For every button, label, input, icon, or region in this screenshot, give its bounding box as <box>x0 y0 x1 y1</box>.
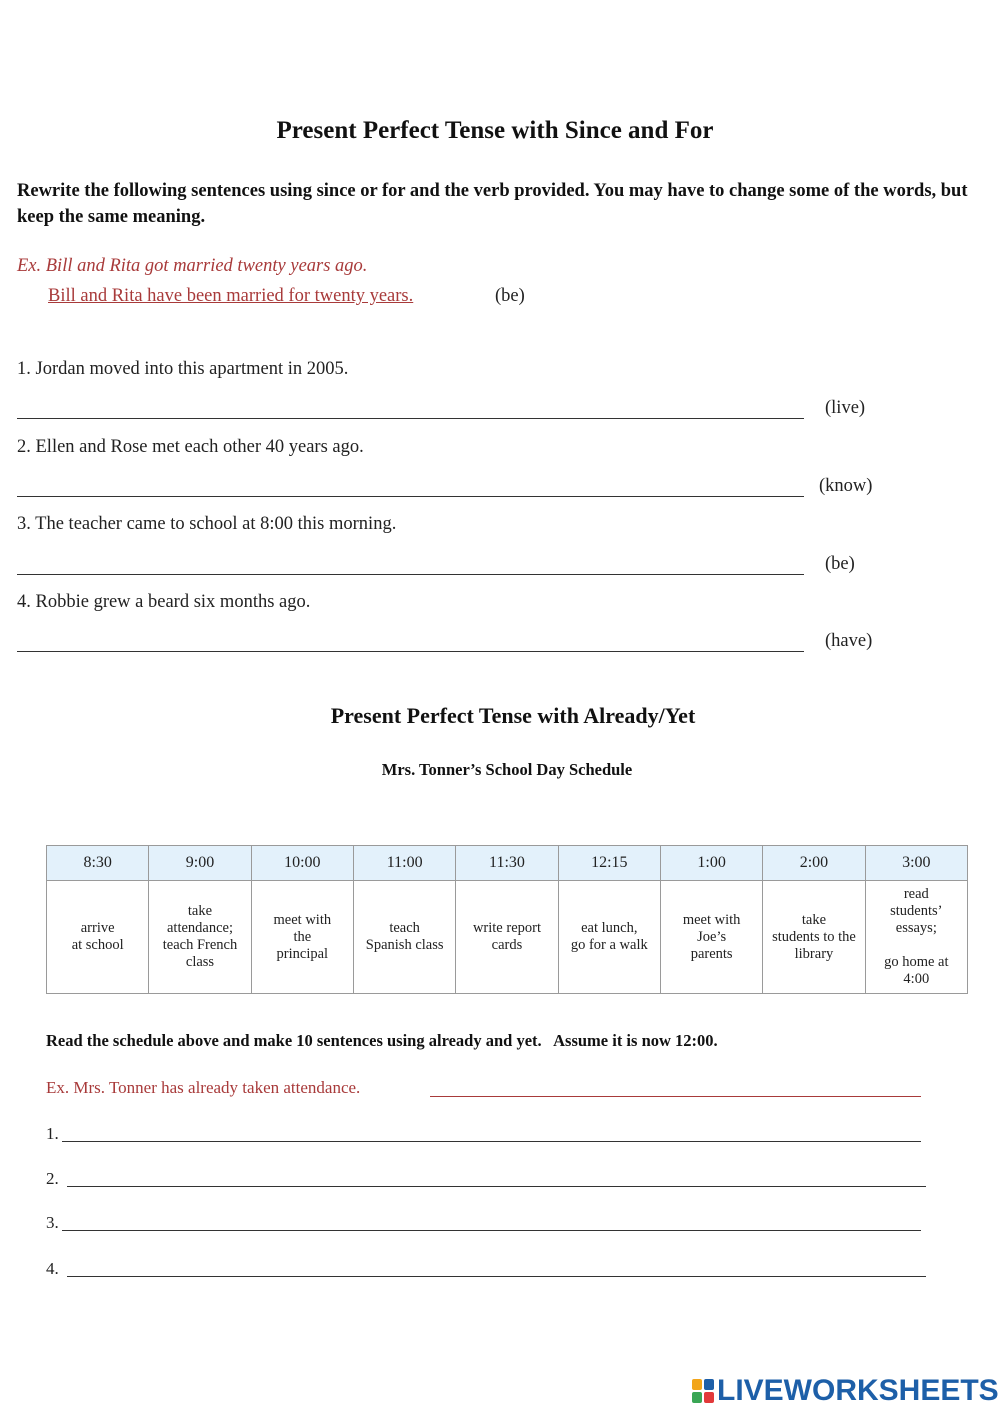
question-4-verb: (have) <box>825 631 873 651</box>
activity-cell <box>456 881 558 994</box>
section1-title: Present Perfect Tense with Since and For <box>276 117 714 144</box>
logo-text: LIVEWORKSHEETS <box>717 1374 999 1407</box>
activity-line: students to the <box>772 928 856 945</box>
activity-cell <box>865 881 967 994</box>
schedule-activities-row <box>47 881 968 994</box>
activity-cell <box>558 881 660 994</box>
activity-line: cards <box>491 937 523 953</box>
activity-line: students’ <box>890 903 943 919</box>
liveworksheets-logo <box>692 1374 999 1408</box>
time-cell: 12:15 <box>558 846 660 881</box>
activity-line: write report <box>472 920 541 936</box>
section2-example-line <box>430 1096 921 1097</box>
activity-line: read <box>903 886 929 902</box>
question-2-answer-line[interactable] <box>17 496 804 497</box>
activity-line: the <box>293 928 312 945</box>
activity-line: library <box>794 945 834 962</box>
schedule-times-row <box>47 846 968 881</box>
answer-3-number: 3. <box>46 1213 59 1232</box>
answer-1-number: 1. <box>46 1124 59 1143</box>
question-3-verb: (be) <box>825 554 855 574</box>
time-cell: 11:00 <box>353 846 455 881</box>
answer-1-line[interactable] <box>62 1141 921 1142</box>
activity-line: 4:00 <box>903 971 930 987</box>
activity-line: meet with <box>682 911 741 928</box>
time-cell: 3:00 <box>865 846 967 881</box>
activity-line: attendance; <box>166 920 233 936</box>
question-4-text: 4. Robbie grew a beard six months ago. <box>17 592 311 612</box>
question-1-answer-line[interactable] <box>17 418 804 419</box>
activity-spacer <box>868 937 965 954</box>
time-cell: 9:00 <box>149 846 251 881</box>
activity-line: at school <box>71 937 124 953</box>
activity-cell <box>660 881 762 994</box>
activity-line: take <box>801 911 827 928</box>
example-answer: Bill and Rita have been married for twenty years. <box>48 286 414 306</box>
activity-line: go home at <box>884 954 949 970</box>
question-4-answer-line[interactable] <box>17 651 804 652</box>
section1-instructions: Rewrite the following sentences using since or for and the verb provided. You may have to change some of the words, but keep the same meaning. <box>17 181 968 227</box>
question-2-verb: (know) <box>819 476 873 496</box>
section2-instructions: Read the schedule above and make 10 sentences using already and yet. Assume it is now 12:00. <box>46 1031 718 1050</box>
time-cell: 1:00 <box>660 846 762 881</box>
activity-line: class <box>185 954 215 970</box>
activity-cell <box>251 881 353 994</box>
question-1-text: 1. Jordan moved into this apartment in 2005. <box>17 359 349 379</box>
activity-line: parents <box>690 945 733 962</box>
activity-line: meet with <box>273 911 332 928</box>
question-3-answer-line[interactable] <box>17 574 804 575</box>
question-3-text: 3. The teacher came to school at 8:00 this morning. <box>17 514 397 534</box>
activity-cell <box>353 881 455 994</box>
activity-line: go for a walk <box>570 937 648 953</box>
activity-line: principal <box>276 945 329 962</box>
activity-line: Spanish class <box>365 937 444 953</box>
activity-line: teach French <box>162 937 238 953</box>
time-cell: 11:30 <box>456 846 558 881</box>
activity-line: teach <box>389 920 420 936</box>
answer-3-line[interactable] <box>62 1230 921 1231</box>
answer-4-number: 4. <box>46 1259 59 1278</box>
activity-line: essays; <box>895 920 937 936</box>
answer-2-line[interactable] <box>67 1186 926 1187</box>
answer-2-number: 2. <box>46 1169 59 1188</box>
schedule-table <box>46 845 968 994</box>
liveworksheets-logo-icon <box>692 1379 714 1403</box>
time-cell: 10:00 <box>251 846 353 881</box>
question-2-text: 2. Ellen and Rose met each other 40 years ago. <box>17 437 364 457</box>
activity-cell <box>149 881 251 994</box>
section2-example: Ex. Mrs. Tonner has already taken attendance. <box>46 1078 361 1097</box>
activity-cell <box>47 881 149 994</box>
activity-line: arrive <box>80 920 115 936</box>
schedule-subtitle: Mrs. Tonner’s School Day Schedule <box>381 760 633 779</box>
example-verb: (be) <box>495 286 525 306</box>
activity-line: Joe’s <box>697 928 727 945</box>
activity-line: eat lunch, <box>581 920 638 936</box>
answer-4-line[interactable] <box>67 1276 926 1277</box>
question-1-verb: (live) <box>825 398 866 418</box>
activity-cell <box>763 881 865 994</box>
example-sentence: Ex. Bill and Rita got married twenty years ago. <box>17 256 368 276</box>
time-cell: 8:30 <box>47 846 149 881</box>
section2-title: Present Perfect Tense with Already/Yet <box>330 703 696 728</box>
activity-line: take <box>187 903 213 919</box>
time-cell: 2:00 <box>763 846 865 881</box>
